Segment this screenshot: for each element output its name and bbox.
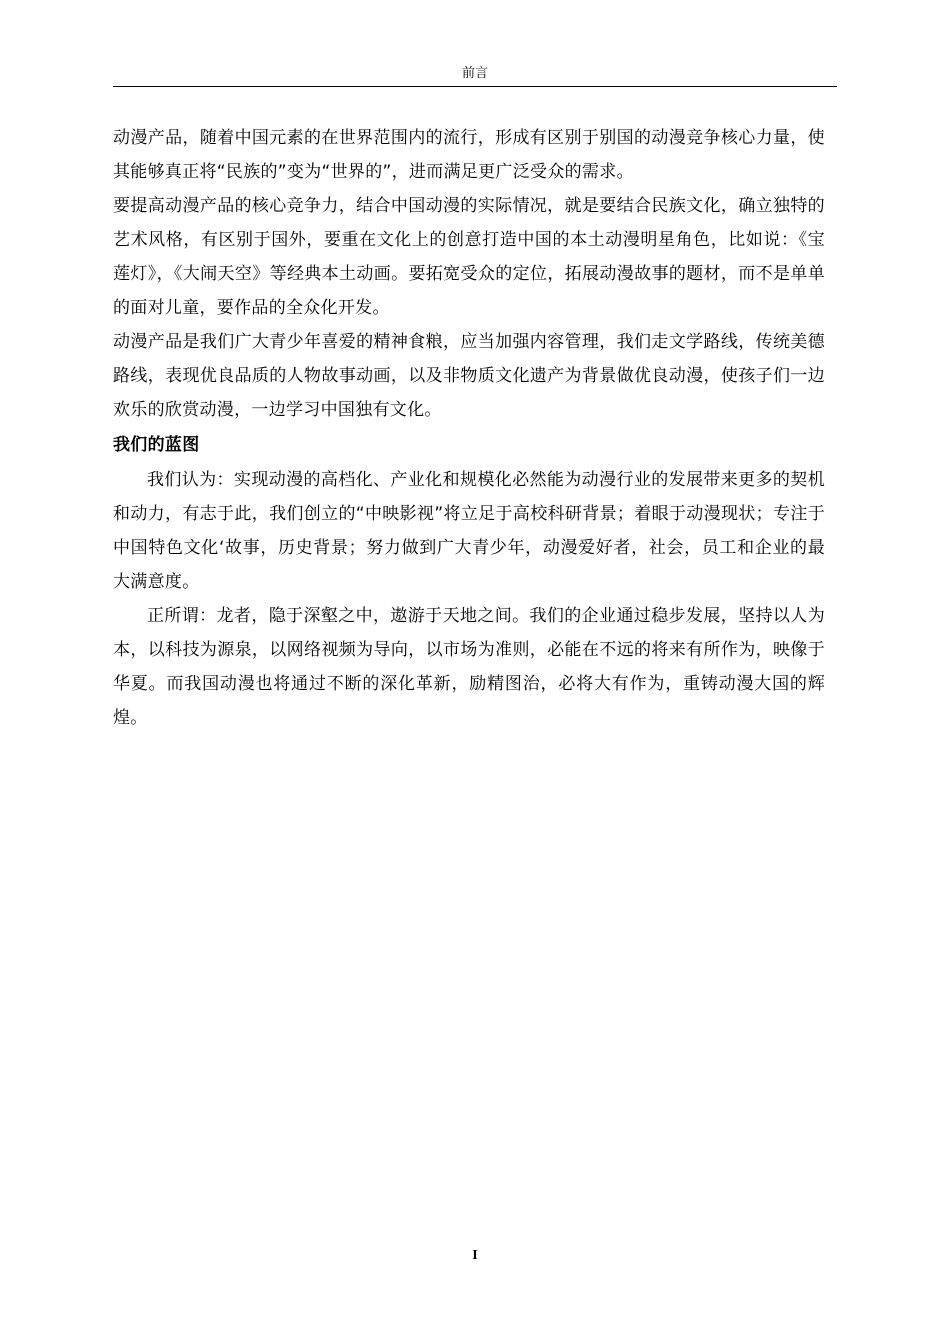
- paragraph: 我们认为：实现动漫的高档化、产业化和规模化必然能为动漫行业的发展带来更多的契机和动力，有志于此，我们创立的“中映影视”将立足于高校科研背景；着眼于动漫现状；专注于中国特色文化‘故事，历史背景；努力做到广大青少年，动漫爱好者，社会，员工和企业的最大满意度。: [113, 470, 825, 592]
- paragraph: 动漫产品是我们广大青少年喜爱的精神食粮，应当加强内容管理，我们走文学路线，传统美德路线，表现优良品质的人物故事动画，以及非物质文化遗产为背景做优良动漫，使孩子们一边欢乐的欣赏动漫，一边学习中国独有文化。: [113, 332, 825, 420]
- page-header-title: 前言: [461, 66, 488, 81]
- page-number: I: [472, 1248, 478, 1263]
- section-heading: 我们的蓝图: [113, 435, 200, 455]
- document-body: [113, 121, 825, 735]
- paragraph: 动漫产品，随着中国元素的在世界范围内的流行，形成有区别于别国的动漫竞争核心力量，使其能够真正将“民族的”变为“世界的”，进而满足更广泛受众的需求。: [113, 128, 825, 182]
- paragraph: 要提高动漫产品的核心竞争力，结合中国动漫的实际情况，就是要结合民族文化，确立独特的艺术风格，有区别于国外，要重在文化上的创意打造中国的本土动漫明星角色，比如说：《宝莲灯》，《大闹天空》等经典本土动画。要拓宽受众的定位，拓展动漫故事的题材，而不是单单的面对儿童，要作品的全众化开发。: [113, 196, 825, 318]
- header-rule: [113, 86, 837, 87]
- paragraph: 正所谓：龙者，隐于深壑之中，遨游于天地之间。我们的企业通过稳步发展，坚持以人为本，以科技为源泉，以网络视频为导向，以市场为准则，必能在不远的将来有所作为，映像于华夏。而我国动漫也将通过不断的深化革新，励精图治，必将大有作为，重铸动漫大国的辉煌。: [113, 606, 825, 728]
